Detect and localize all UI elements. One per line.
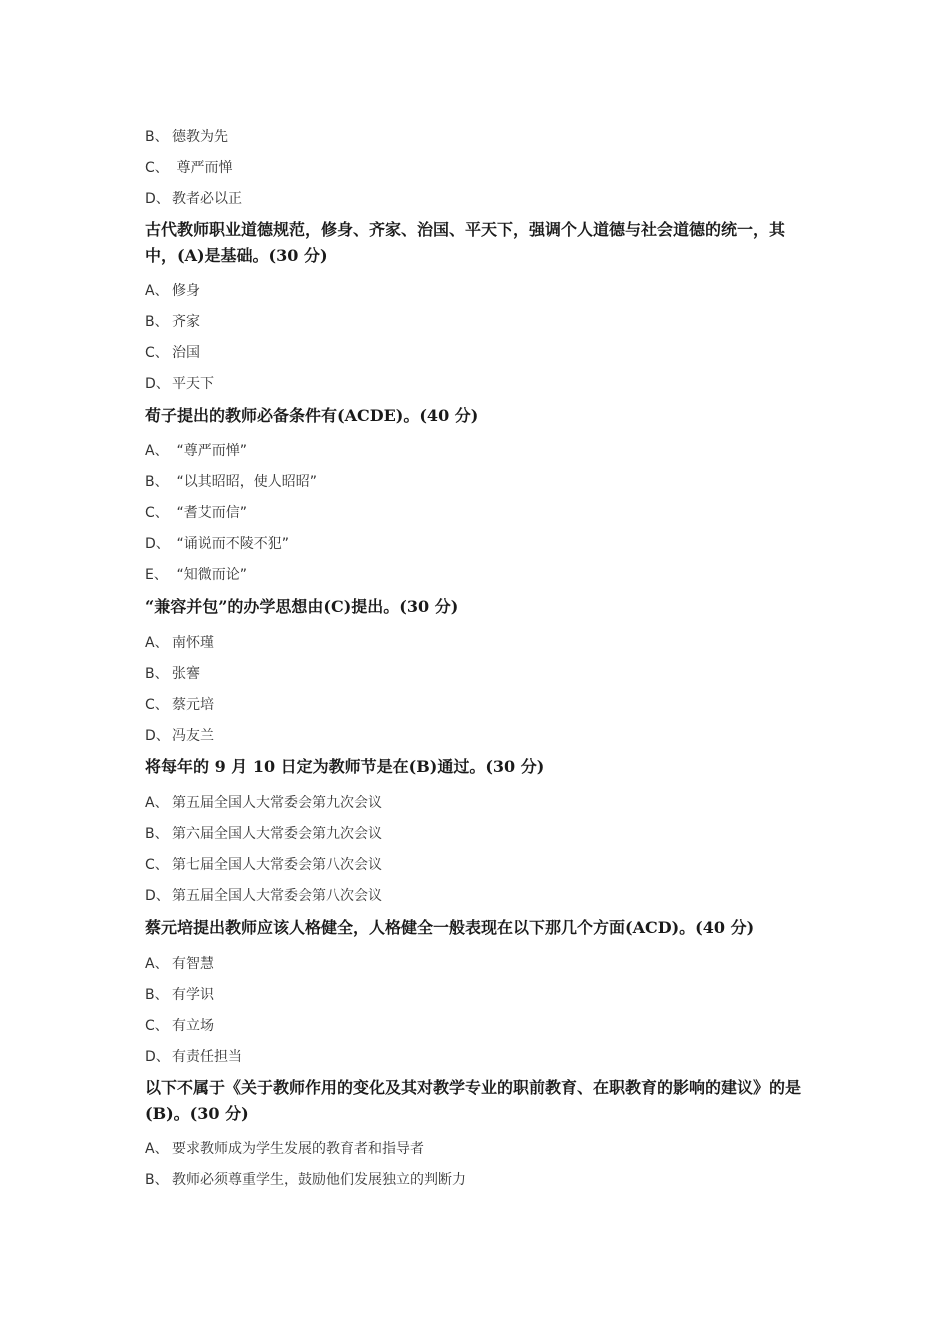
option-text: 张謇: [172, 666, 200, 682]
option-letter: E、: [145, 567, 168, 583]
option-item: [145, 986, 214, 1004]
option-text: 治国: [172, 345, 200, 361]
option-text: 有学识: [172, 987, 214, 1003]
option-letter: B、: [145, 826, 169, 842]
option-text: “耆艾而信”: [172, 505, 247, 521]
question-text: 荀子提出的教师必备条件有(ACDE)。(40 分): [145, 406, 479, 425]
option-text: “诵说而不陵不犯”: [172, 536, 289, 552]
question-text: 以下不属于《关于教师作用的变化及其对教学专业的职前教育、在职教育的影响的建议》的是(B)。(30 分): [145, 1078, 802, 1123]
question-text: 将每年的 9 月 10 日定为教师节是在(B)通过。(30 分): [145, 757, 545, 776]
option-item: [145, 128, 228, 146]
option-text: 第五届全国人大常委会第八次会议: [172, 888, 382, 904]
option-letter: C、: [145, 505, 169, 521]
option-item: [145, 344, 200, 362]
option-item: [145, 1140, 424, 1158]
option-text: 第五届全国人大常委会第九次会议: [172, 795, 382, 811]
option-text: 有立场: [172, 1018, 214, 1034]
option-text: “尊严而惮”: [172, 443, 247, 459]
option-letter: A、: [145, 1141, 169, 1157]
option-item: [145, 504, 247, 522]
option-text: “知微而论”: [172, 567, 247, 583]
option-letter: C、: [145, 697, 169, 713]
option-item: [145, 955, 214, 973]
option-letter: B、: [145, 1172, 169, 1188]
option-text: 有智慧: [172, 956, 214, 972]
option-letter: A、: [145, 795, 169, 811]
option-text: “以其昭昭，使人昭昭”: [172, 474, 317, 490]
option-item: [145, 1171, 466, 1189]
option-item: [145, 727, 214, 745]
option-letter: C、: [145, 857, 169, 873]
option-item: [145, 442, 247, 460]
option-text: 蔡元培: [172, 697, 214, 713]
option-letter: D、: [145, 536, 170, 552]
option-item: [145, 825, 382, 843]
option-letter: B、: [145, 129, 169, 145]
option-letter: C、: [145, 1018, 169, 1034]
option-text: 教师必须尊重学生，鼓励他们发展独立的判断力: [172, 1172, 466, 1188]
option-letter: A、: [145, 443, 169, 459]
option-text: 要求教师成为学生发展的教育者和指导者: [172, 1141, 424, 1157]
option-item: [145, 282, 200, 300]
option-letter: A、: [145, 956, 169, 972]
option-letter: D、: [145, 1049, 170, 1065]
option-text: 有责任担当: [172, 1049, 242, 1065]
option-item: [145, 159, 232, 177]
question-text: 蔡元培提出教师应该人格健全，人格健全一般表现在以下那几个方面(ACD)。(40 分): [145, 918, 755, 937]
question-text: “兼容并包”的办学思想由(C)提出。(30 分): [145, 597, 459, 616]
option-letter: B、: [145, 666, 169, 682]
option-letter: D、: [145, 376, 170, 392]
option-item: [145, 794, 382, 812]
option-letter: B、: [145, 474, 169, 490]
option-letter: B、: [145, 314, 169, 330]
option-text: 德教为先: [172, 129, 228, 145]
option-item: [145, 375, 214, 393]
option-text: 平天下: [172, 376, 214, 392]
option-item: [145, 887, 382, 905]
option-letter: D、: [145, 191, 170, 207]
option-item: [145, 566, 247, 584]
option-letter: D、: [145, 888, 170, 904]
option-item: [145, 1048, 242, 1066]
option-letter: C、: [145, 160, 169, 176]
option-item: [145, 665, 200, 683]
option-item: [145, 190, 242, 208]
option-item: [145, 696, 214, 714]
option-letter: C、: [145, 345, 169, 361]
option-item: [145, 856, 382, 874]
option-text: 第七届全国人大常委会第八次会议: [172, 857, 382, 873]
option-letter: A、: [145, 635, 169, 651]
option-item: [145, 313, 200, 331]
option-text: 南怀瑾: [172, 635, 214, 651]
option-item: [145, 634, 214, 652]
question-text: 古代教师职业道德规范，修身、齐家、治国、平天下，强调个人道德与社会道德的统一，其中，(A)是基础。(30 分): [145, 220, 786, 265]
option-text: 尊严而惮: [172, 160, 233, 176]
option-letter: B、: [145, 987, 169, 1003]
option-letter: D、: [145, 728, 170, 744]
option-item: [145, 473, 317, 491]
option-letter: A、: [145, 283, 169, 299]
option-text: 修身: [172, 283, 200, 299]
option-item: [145, 1017, 214, 1035]
option-text: 第六届全国人大常委会第九次会议: [172, 826, 382, 842]
option-text: 冯友兰: [172, 728, 214, 744]
option-text: 教者必以正: [172, 191, 242, 207]
option-text: 齐家: [172, 314, 200, 330]
option-item: [145, 535, 289, 553]
